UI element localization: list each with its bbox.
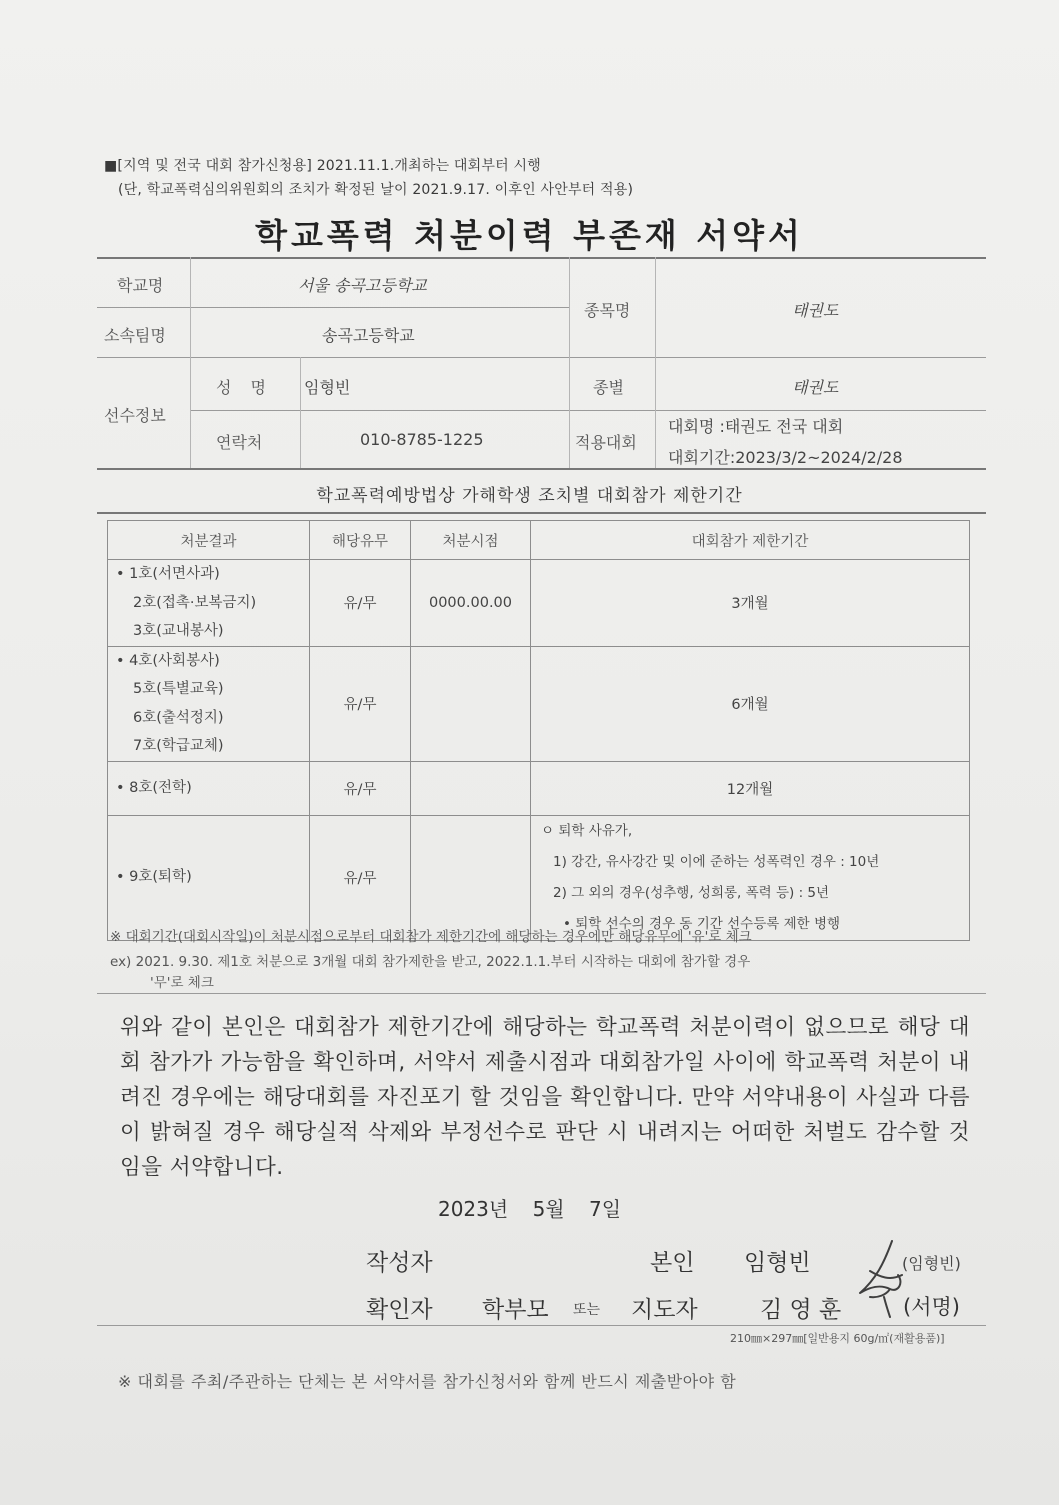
confirmer-label: 확인자 — [366, 1297, 433, 1323]
date-line — [0, 1193, 1059, 1222]
coach-label: 지도자 — [631, 1297, 698, 1323]
header-note-line2: (단, 학교폭력심의위원회의 조치가 확정된 날이 2021.9.17. 이후인 사안부터 적용) — [118, 182, 634, 198]
header-period: 대회참가 제한기간 — [531, 521, 970, 560]
expulsion-note: ㅇ 퇴학 사유가, — [541, 822, 633, 839]
self-seal: (임형빈) — [902, 1254, 961, 1273]
info-vline-2 — [300, 357, 301, 468]
disposition-item: 7호(학급교체) — [133, 738, 224, 754]
disposition-item: 5호(특별교육) — [133, 681, 224, 697]
table-row — [108, 761, 970, 815]
disposition-item: 2호(접촉·보복금지) — [133, 594, 257, 611]
info-top-border — [97, 257, 986, 259]
contact-value: 010-8785-1225 — [360, 430, 484, 449]
disposition-item: • 8호(전학) — [116, 779, 192, 796]
disposition-item: 3호(교내봉사) — [133, 623, 224, 639]
competition-name: 대회명 :태권도 전국 대회 — [668, 417, 844, 436]
period-cell: 6개월 — [531, 646, 970, 761]
table-title-underline — [97, 512, 986, 514]
disposition-item: • 9호(퇴학) — [116, 869, 192, 886]
info-vline-4 — [655, 257, 656, 468]
applicable-cell: 유/무 — [310, 560, 411, 647]
info-vline-1 — [190, 257, 191, 468]
table-row — [108, 815, 970, 940]
date-cell — [411, 646, 531, 761]
applicable-cell: 유/무 — [310, 815, 411, 940]
disposition-item: 6호(출석정지) — [133, 709, 224, 726]
pledge-text: 위와 같이 본인은 대회참가 제한기간에 해당하는 학교폭력 처분이력이 없으므로 해당 대회 참가가 가능함을 확인하며, 서약서 제출시점과 대회참가일 사이에 학교폭력 처분이 내려진 경우에는 해당대회를 자진포기 할 것임을 확인합니다. 만약 서약내용이 사실과 다름이 밝혀질 경우 해당실적 삭제와 부정선수로 판단 시 내려지는 어떠한 처벌도 감수할 것임을 서약합니다. — [120, 1015, 970, 1180]
contact-label: 연락처 — [216, 433, 263, 452]
info-vline-3 — [569, 257, 570, 468]
disposition-cell — [108, 761, 310, 815]
expulsion-note: 1) 강간, 유사강간 및 이에 준하는 성폭력인 경우 : 10년 — [553, 853, 880, 870]
header-date: 처분시점 — [411, 521, 531, 560]
school-label: 학교명 — [117, 276, 164, 295]
applicable-cell: 유/무 — [310, 646, 411, 761]
table-header-row — [108, 521, 970, 560]
category-label: 종별 — [593, 378, 624, 397]
signature-divider — [97, 1325, 986, 1326]
period-cell — [531, 815, 970, 940]
info-divider-1 — [97, 307, 569, 308]
coach-name: 김 영 훈 — [760, 1297, 842, 1323]
competition-period: 대회기간:2023/3/2~2024/2/28 — [668, 448, 903, 467]
footnote-2: ex) 2021. 9.30. 제1호 처분으로 3개월 대회 참가제한을 받고, 2022.1.1.부터 시작하는 대회에 참가할 경우 — [110, 954, 751, 970]
header-disposition: 처분결과 — [108, 521, 310, 560]
expulsion-note: 2) 그 외의 경우(성추행, 성희롱, 폭력 등) : 5년 — [553, 884, 830, 901]
info-bottom-border — [97, 468, 986, 470]
date-cell — [411, 815, 531, 940]
handwritten-signature — [840, 1235, 920, 1320]
disposition-item: • 4호(사회봉사) — [116, 652, 220, 669]
table-title: 학교폭력예방법상 가해학생 조치별 대회참가 제한기간 — [316, 486, 743, 506]
footnote-3: '무'로 체크 — [150, 975, 214, 991]
footnote-1: ※ 대회기간(대회시작일)이 처분시점으로부터 대회참가 제한기간에 해당하는 경우에만 해당유무에 '유'로 체크 — [110, 929, 752, 945]
paper-spec: 210㎜×297㎜[일반용지 60g/㎡(재활용품)] — [730, 1332, 945, 1345]
parent-label: 학부모 — [482, 1297, 549, 1323]
or-label: 또는 — [573, 1302, 601, 1318]
name-label: 성 명 — [216, 378, 266, 397]
self-name: 임형빈 — [744, 1250, 811, 1276]
name-value: 임형빈 — [304, 378, 351, 397]
period-cell: 12개월 — [531, 761, 970, 815]
apply-competition-label: 적용대회 — [575, 433, 637, 452]
coach-seal: (서명) — [903, 1295, 960, 1319]
penalty-table — [107, 520, 970, 941]
document-title: 학교폭력 처분이력 부존재 서약서 — [255, 216, 804, 255]
date-day: 7일 — [588, 1197, 622, 1221]
category-value: 태권도 — [792, 378, 839, 397]
period-cell: 3개월 — [531, 560, 970, 647]
bottom-note: ※ 대회를 주최/주관하는 단체는 본 서약서를 참가신청서와 함께 반드시 제출받아야 함 — [118, 1372, 737, 1391]
table-row — [108, 560, 970, 647]
disposition-cell — [108, 815, 310, 940]
school-value: 서울 송곡고등학교 — [298, 276, 427, 295]
event-label: 종목명 — [584, 301, 631, 320]
self-label: 본인 — [650, 1250, 695, 1276]
disposition-cell — [108, 560, 310, 647]
header-note-line1: ■[지역 및 전국 대회 참가신청용] 2021.11.1.개최하는 대회부터 시행 — [104, 158, 541, 174]
date-cell — [411, 761, 531, 815]
date-month: 5월 — [532, 1197, 565, 1221]
team-label: 소속팀명 — [104, 326, 166, 345]
table-row — [108, 646, 970, 761]
header-applicable: 해당유무 — [310, 521, 411, 560]
writer-label: 작성자 — [366, 1250, 433, 1276]
event-value: 태권도 — [792, 301, 839, 320]
date-year: 2023년 — [437, 1197, 509, 1221]
disposition-cell — [108, 646, 310, 761]
footnote-divider — [97, 993, 986, 994]
expulsion-note: • 퇴학 선수의 경우 동 기간 선수등록 제한 병행 — [563, 915, 841, 932]
info-divider-2 — [97, 357, 986, 358]
team-value: 송곡고등학교 — [322, 326, 415, 345]
applicable-cell: 유/무 — [310, 761, 411, 815]
player-info-label: 선수정보 — [104, 406, 166, 425]
info-divider-3 — [190, 410, 986, 411]
date-cell: 0000.00.00 — [411, 560, 531, 647]
disposition-item: • 1호(서면사과) — [116, 566, 220, 582]
